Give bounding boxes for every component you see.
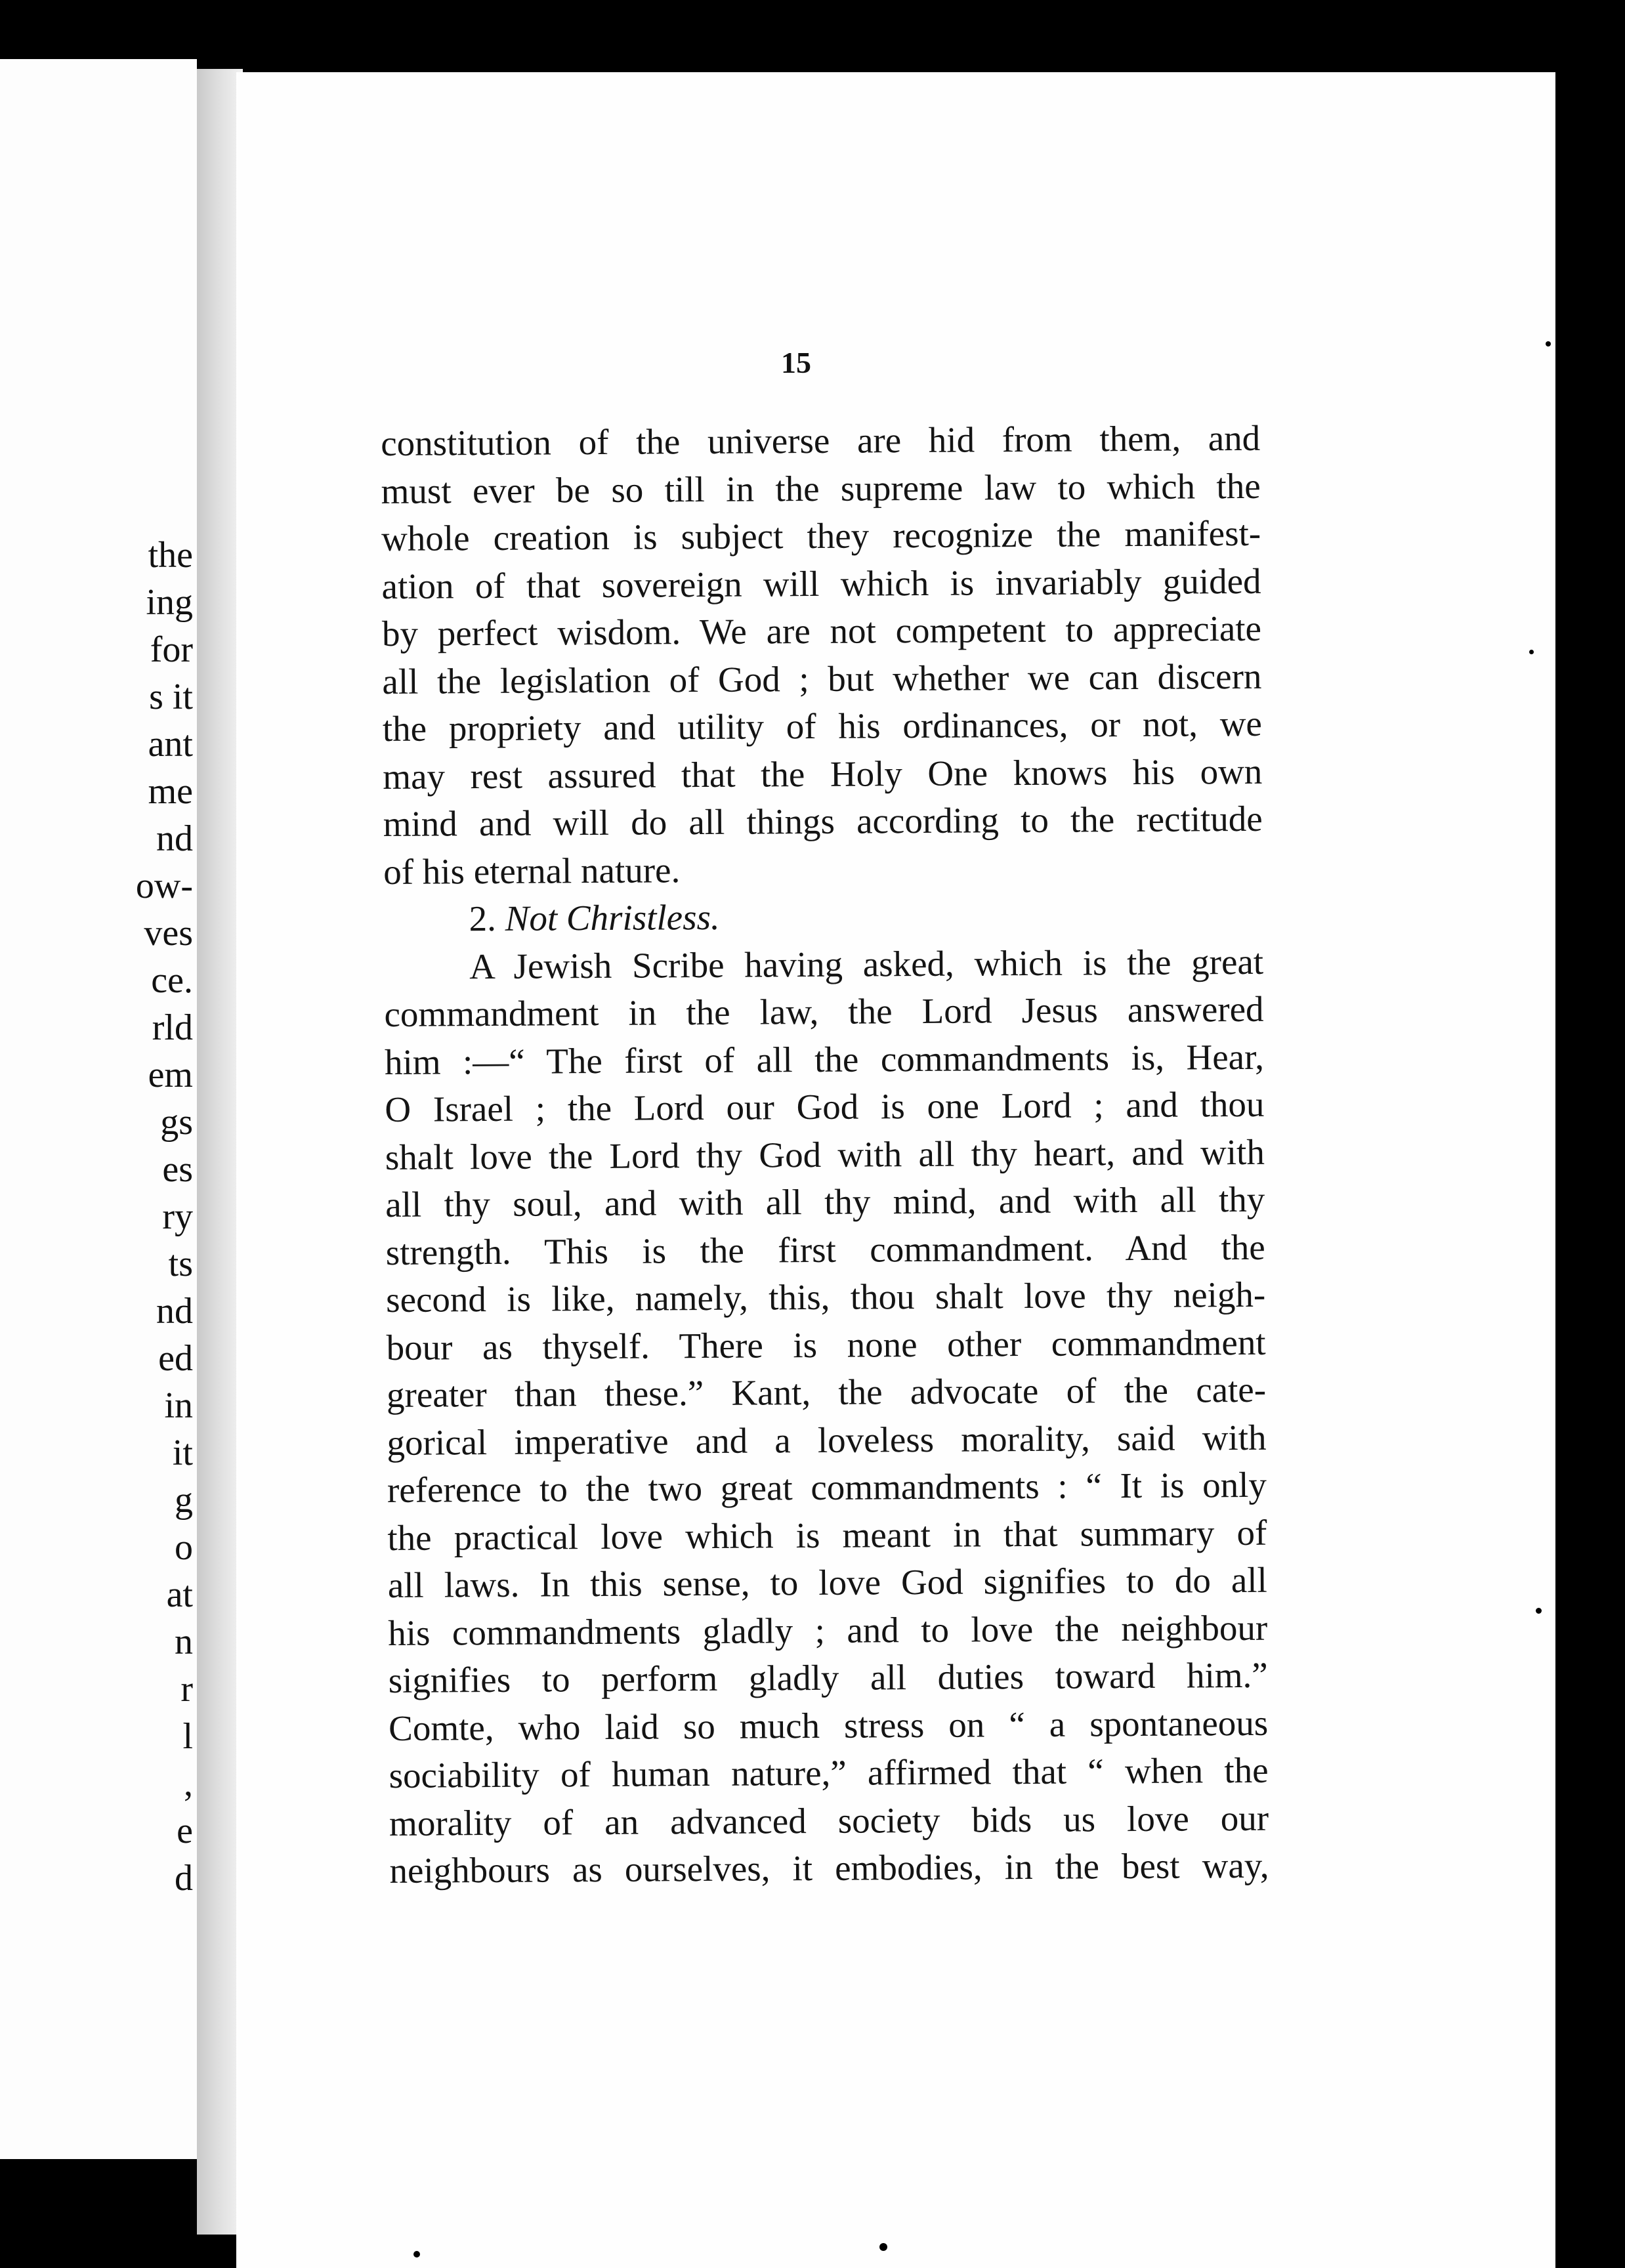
text-line: sociability of human nature,” affirmed that “ when the [389, 1750, 1269, 1796]
left-page-fragment: nd [156, 1291, 193, 1332]
left-page-fragment: ves [144, 913, 193, 954]
text-line: second is like, namely, this, thou shalt love thy neigh- [386, 1274, 1266, 1320]
scan-speck [879, 2243, 887, 2251]
text-line: of his eternal nature. [383, 849, 681, 892]
left-page-fragment: the [148, 535, 193, 576]
scan-speck [1582, 118, 1588, 125]
text-line: all thy soul, and with all thy mind, and with all thy [385, 1179, 1265, 1225]
text-line: neighbours as ourselves, it embodies, in the best way, [389, 1845, 1269, 1891]
section-title: Not Christless. [505, 896, 720, 938]
left-page-fragment: ry [162, 1196, 193, 1237]
left-page-fragment: r [180, 1669, 193, 1710]
left-page-fragment: s it [149, 677, 193, 717]
left-page-fragment: nd [156, 818, 193, 859]
text-line: strength. This is the first commandment. And the [385, 1227, 1265, 1272]
left-page-fragment: g [175, 1480, 193, 1521]
text-line: reference to the two great commandments : “ It is only [387, 1464, 1267, 1510]
left-page [0, 59, 197, 2159]
text-line: all the legislation of God ; but whether we can discern [382, 656, 1262, 702]
left-page-fragment: n [175, 1622, 193, 1662]
text-line: by perfect wisdom. We are not competent to appreciate [381, 608, 1262, 654]
text-line: the propriety and utility of his ordinances, or not, we [382, 703, 1263, 749]
left-page-fragment: es [162, 1149, 193, 1190]
text-line: signifies to perform gladly all duties toward him.” [388, 1654, 1268, 1700]
text-line: must ever be so till in the supreme law to which the [381, 465, 1261, 511]
text-line: A Jewish Scribe having asked, which is the great [469, 941, 1264, 986]
text-line: ation of that sovereign will which is invariably guided [381, 560, 1261, 606]
left-page-fragment: rld [152, 1007, 193, 1048]
text-line: morality of an advanced society bids us love our [389, 1797, 1269, 1843]
left-page-fragment: ant [148, 724, 193, 765]
left-page-fragment: ing [146, 582, 193, 623]
left-page-fragment: e [177, 1811, 193, 1851]
text-line: all laws. In this sense, to love God signifies to do all [387, 1559, 1268, 1605]
left-page-fragment: ts [168, 1244, 193, 1284]
page-number: 15 [781, 346, 811, 379]
text-line: O Israel ; the Lord our God is one Lord ; and thou [385, 1083, 1265, 1129]
text-line: greater than these.” Kant, the advocate of the cate- [386, 1369, 1267, 1415]
left-page-fragment: for [150, 629, 193, 670]
text-line: him :—“ The first of all the commandments is, Hear, [384, 1036, 1265, 1082]
text-line: mind and will do all things according to the rectitude [383, 798, 1263, 844]
scan-speck [1536, 1608, 1542, 1614]
left-page-fragment: gs [160, 1102, 193, 1143]
left-page-fragment: em [148, 1055, 193, 1095]
left-page-fragment: me [148, 771, 193, 812]
left-page-fragment: at [166, 1574, 193, 1615]
left-page-fragment: o [175, 1527, 193, 1568]
left-page-fragment: ce. [151, 960, 193, 1001]
body-text [381, 415, 1269, 1895]
text-line: Comte, who laid so much stress on “ a spontaneous [388, 1702, 1269, 1748]
text-line: shalt love the Lord thy God with all thy heart, and with [385, 1131, 1265, 1177]
scan-speck [1529, 650, 1534, 654]
text-line: commandment in the law, the Lord Jesus answered [384, 988, 1264, 1034]
text-line: bour as thyself. There is none other commandment [386, 1322, 1266, 1368]
left-page-fragment: ow- [135, 866, 193, 906]
left-page-fragment: it [172, 1433, 193, 1473]
text-line: the practical love which is meant in that summary of [387, 1512, 1267, 1558]
text-line: constitution of the universe are hid from them, and [381, 417, 1261, 463]
left-page-fragment: , [184, 1763, 193, 1804]
section-number: 2. [469, 898, 497, 939]
left-page-fragment: d [175, 1858, 193, 1899]
scan-speck [1546, 341, 1551, 346]
text-line: his commandments gladly ; and to love the neighbour [388, 1607, 1268, 1653]
text-line: whole creation is subject they recognize the manifest- [381, 513, 1261, 558]
scan-speck [413, 2251, 420, 2258]
left-page-fragment: l [182, 1716, 193, 1757]
left-page-fragment: ed [158, 1338, 193, 1379]
section-heading [383, 891, 1263, 944]
text-line: gorical imperative and a loveless morality, said with [387, 1417, 1267, 1463]
text-line: may rest assured that the Holy One knows his own [383, 751, 1263, 797]
left-page-fragment: in [164, 1385, 193, 1426]
